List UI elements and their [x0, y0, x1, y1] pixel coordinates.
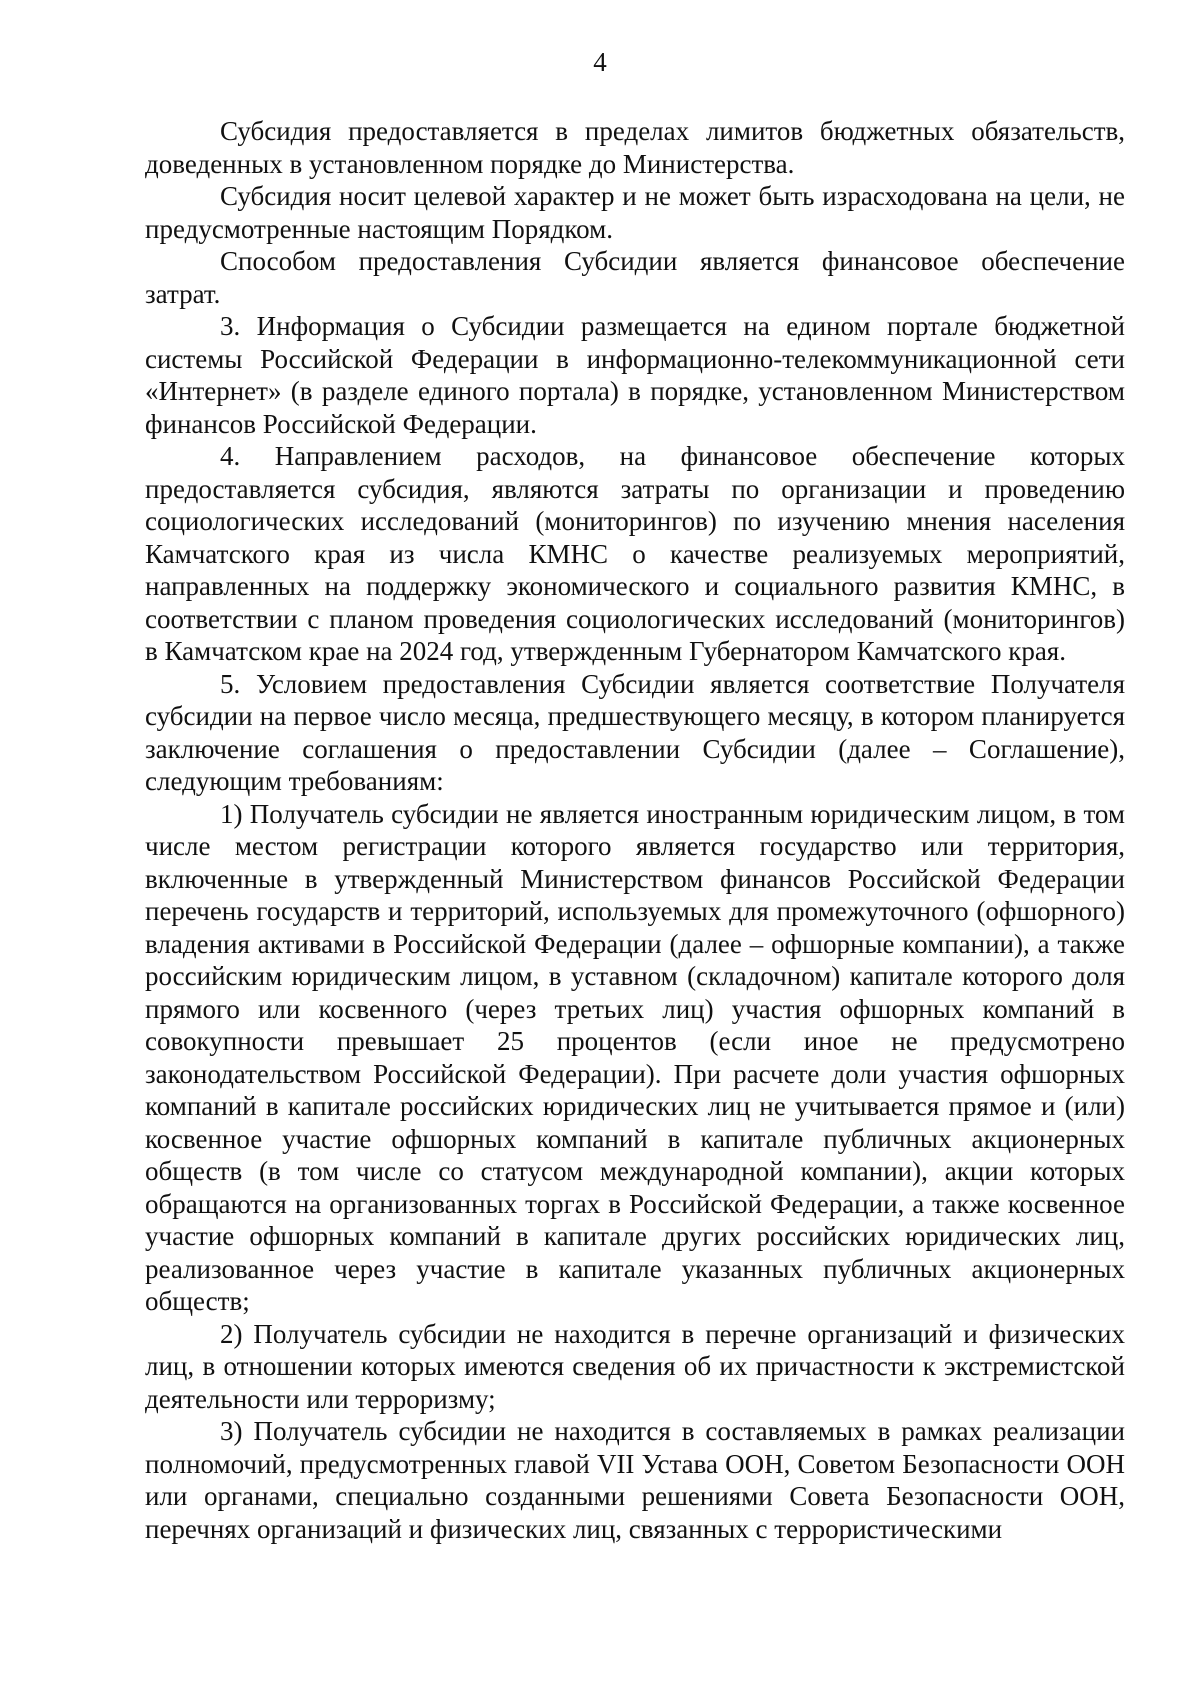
paragraph-subitem-3: 3) Получатель субсидии не находится в составляемых в рамках реализации полномочий, предусмотренных главой VII Устава ООН, Советом Безопасности ООН или органами, специально созданными решениями Совета Безопасности ООН, перечнях организаций и физических лиц, связанных с террористическими [145, 1416, 1125, 1544]
paragraph-item-5: 5. Условием предоставления Субсидии является соответствие Получателя субсидии на первое число месяца, предшествующего месяцу, в котором планируется заключение соглашения о предоставлении Субсидии (далее – Соглашение), следующим требованиям: [145, 668, 1125, 796]
paragraph-subitem-1: 1) Получатель субсидии не является иностранным юридическим лицом, в том числе местом регистрации которого является государство или территория, включенные в утвержденный Министерством финансов Российской Федерации перечень государств и территорий, используемых для промежуточного (офшорного) владения активами в Российской Федерации (далее – офшорные компании), а также российским юридическим лицом, в уставном (складочном) капитале которого доля прямого или косвенного (через третьих лиц) участия офшорных компаний в совокупности превышает 25 процентов (если иное не предусмотрено законодательством Российской Федерации). При расчете доли участия офшорных компаний в капитале российских юридических лиц не учитывается прямое и (или) косвенное участие офшорных компаний в капитале публичных акционерных обществ (в том числе со статусом международной компании), акции которых обращаются на организованных торгах в Российской Федерации, а также косвенное участие офшорных компаний в капитале других российских юридических лиц, реализованное через участие в капитале указанных публичных акционерных обществ; [145, 798, 1125, 1316]
paragraph-subsidy-purpose: Субсидия носит целевой характер и не может быть израсходована на цели, не предусмотренные настоящим Порядком. [145, 181, 1125, 244]
paragraph-subsidy-method: Способом предоставления Субсидии является финансовое обеспечение затрат. [145, 246, 1125, 309]
paragraph-subsidy-limits: Субсидия предоставляется в пределах лимитов бюджетных обязательств, доведенных в установленном порядке до Министерства. [145, 116, 1125, 179]
document-body [145, 115, 1125, 1545]
page-number: 4 [593, 47, 607, 77]
paragraph-item-3: 3. Информация о Субсидии размещается на едином портале бюджетной системы Российской Федерации в информационно-телекоммуникационной сети «Интернет» (в разделе единого портала) в порядке, установленном Министерством финансов Российской Федерации. [145, 311, 1125, 439]
paragraph-subitem-2: 2) Получатель субсидии не находится в перечне организаций и физических лиц, в отношении которых имеются сведения об их причастности к экстремистской деятельности или терроризму; [145, 1318, 1125, 1414]
paragraph-item-4: 4. Направлением расходов, на финансовое обеспечение которых предоставляется субсидия, являются затраты по организации и проведению социологических исследований (мониторингов) по изучению мнения населения Камчатского края из числа КМНС о качестве реализуемых мероприятий, направленных на поддержку экономического и социального развития КМНС, в соответствии с планом проведения социологических исследований (мониторингов) в Камчатском крае на 2024 год, утвержденным Губернатором Камчатского края. [145, 441, 1125, 666]
